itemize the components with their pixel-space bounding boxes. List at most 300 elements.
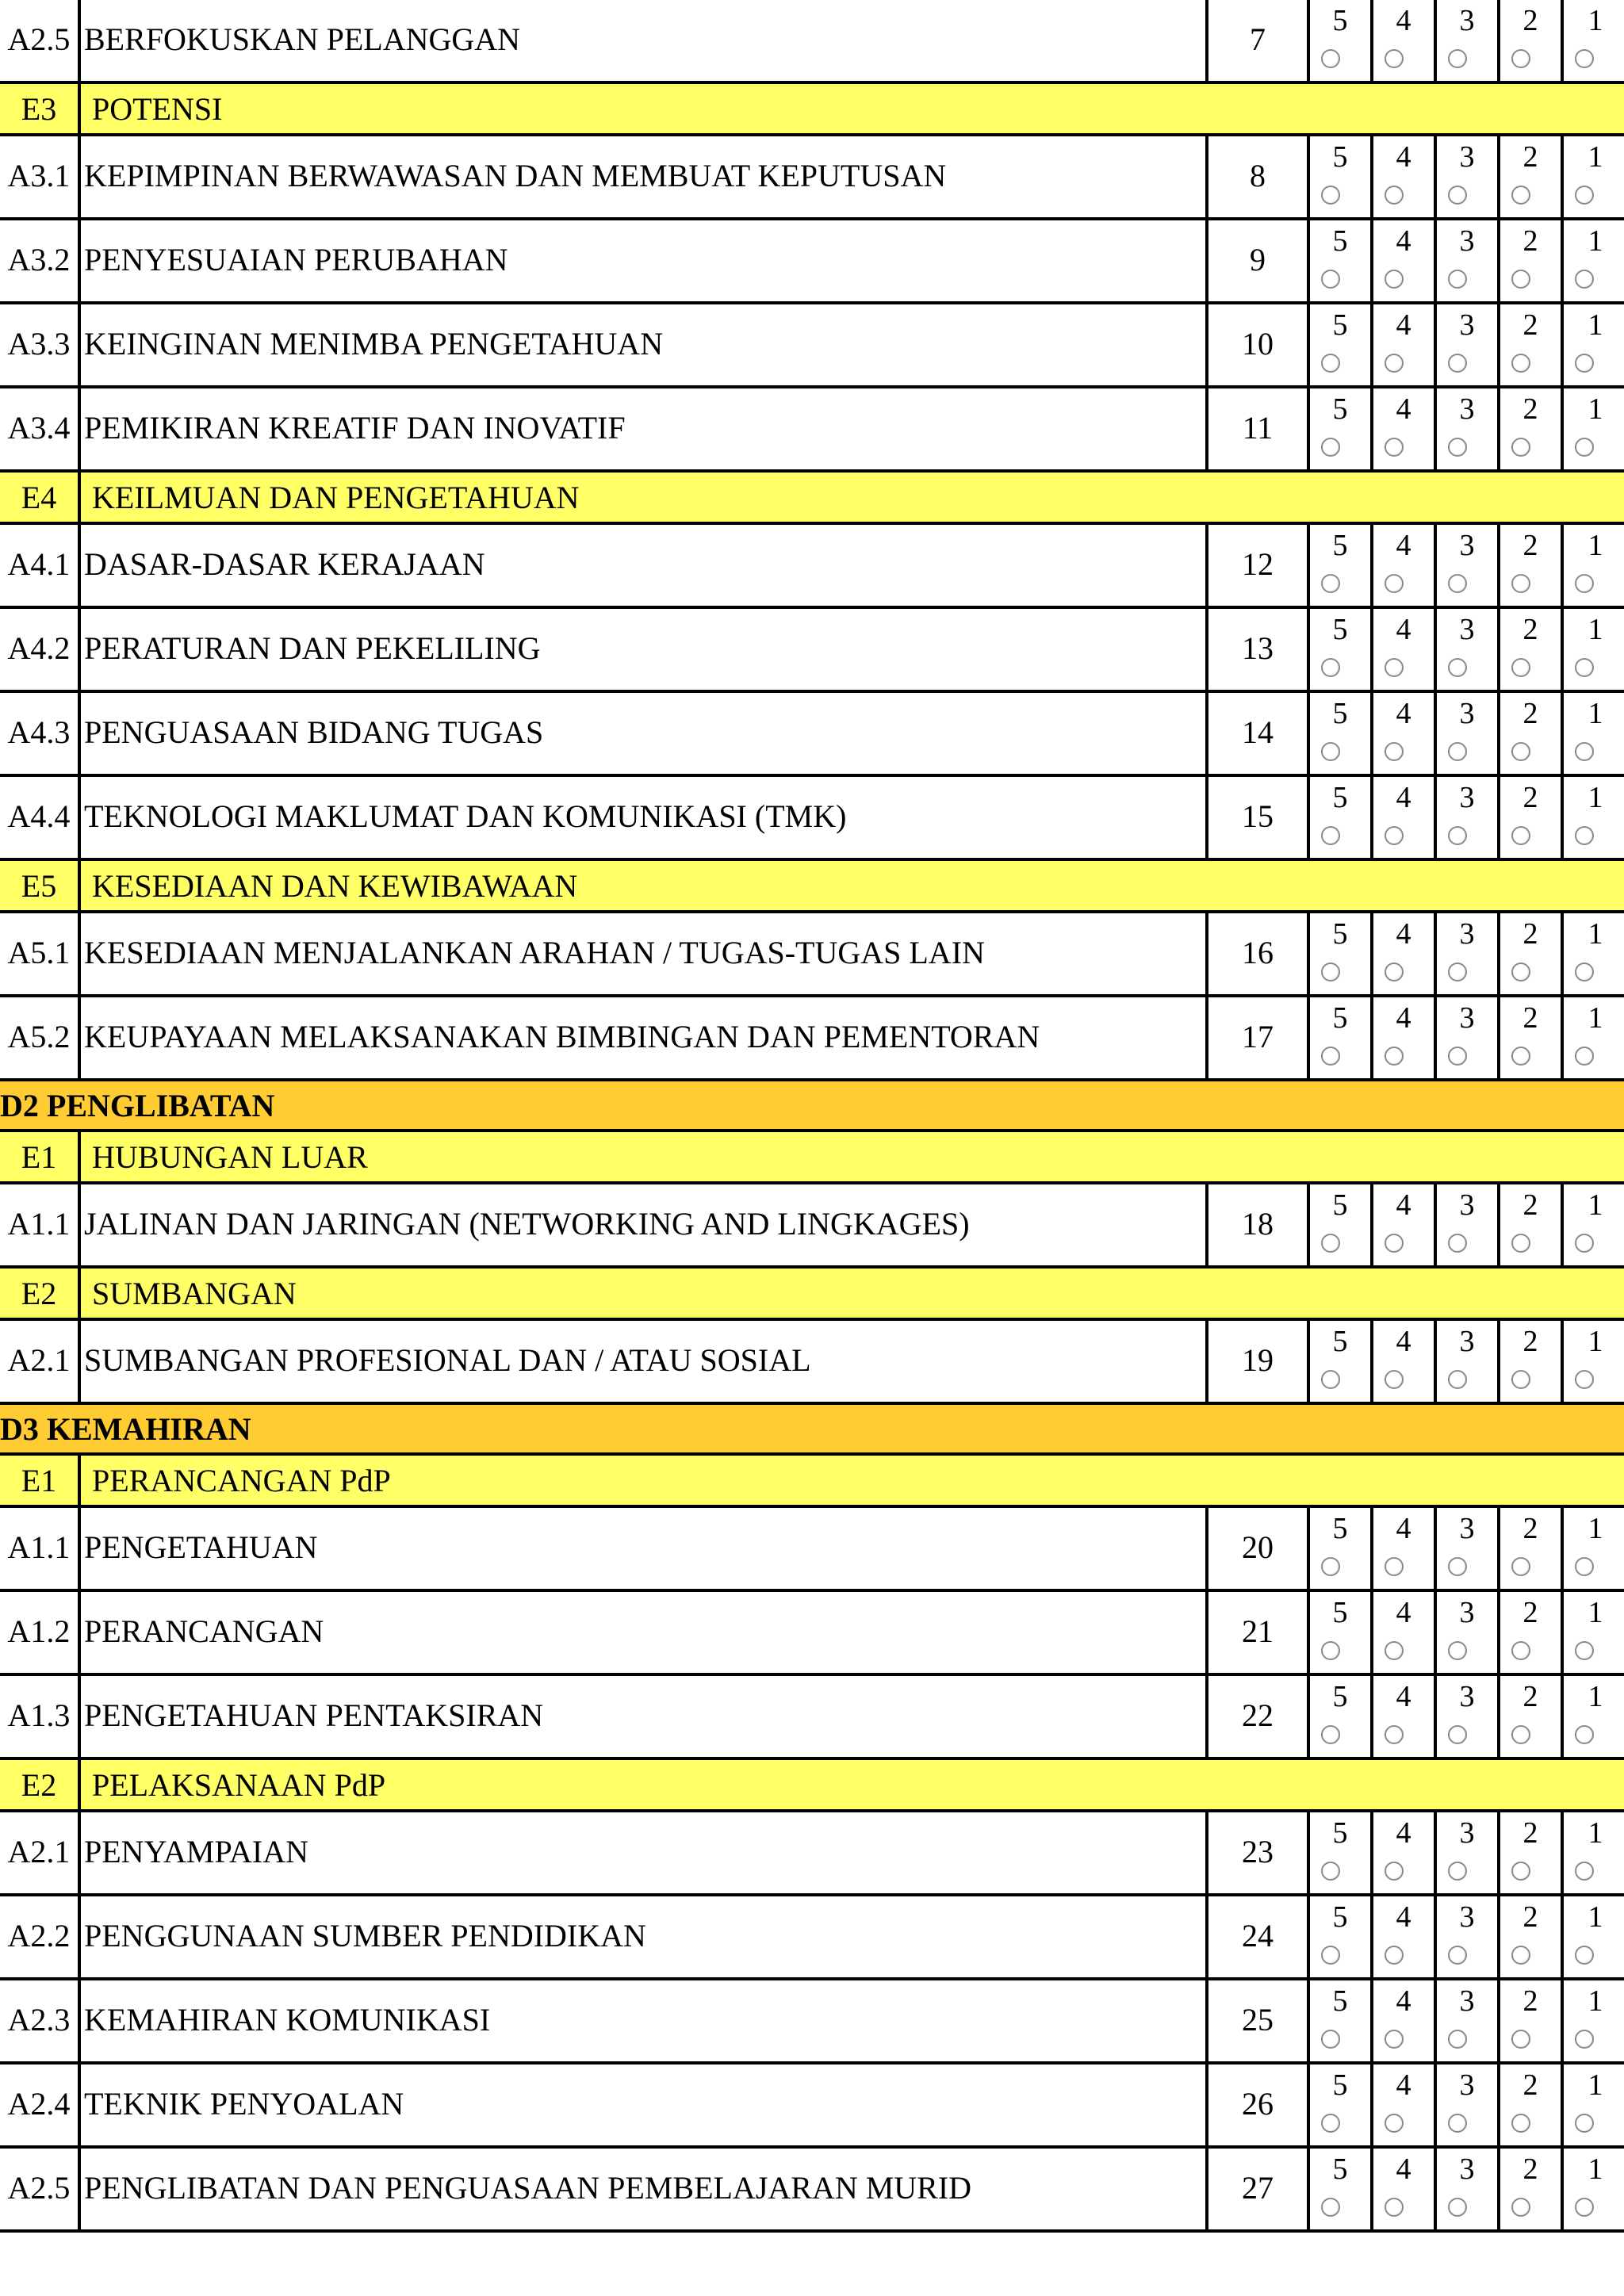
rating-value: 4 (1396, 1325, 1411, 1358)
rating-option (1500, 2149, 1564, 2229)
rating-radio[interactable] (1385, 2198, 1404, 2217)
rating-option (1564, 1896, 1624, 1977)
item-label: KEINGINAN MENIMBA PENGETAHUAN (81, 304, 1208, 385)
rating-option (1310, 2149, 1373, 2229)
rating-value: 4 (1396, 1512, 1411, 1545)
rating-value: 2 (1522, 224, 1538, 258)
rating-radio[interactable] (1385, 270, 1404, 289)
rating-radio[interactable] (1321, 742, 1340, 761)
item-number: 24 (1208, 1896, 1310, 1977)
item-code: A4.1 (0, 525, 81, 606)
rating-option (1564, 997, 1624, 1078)
rating-value: 5 (1332, 1325, 1348, 1358)
rating-radio[interactable] (1511, 49, 1530, 68)
rating-radio[interactable] (1385, 186, 1404, 205)
item-row (0, 1321, 1624, 1405)
rating-option (1500, 1508, 1564, 1589)
item-label: TEKNOLOGI MAKLUMAT DAN KOMUNIKASI (TMK) (81, 777, 1208, 858)
rating-radio[interactable] (1385, 1641, 1404, 1660)
rating-option (1310, 1812, 1373, 1893)
rating-radio[interactable] (1321, 438, 1340, 457)
rating-radio[interactable] (1385, 742, 1404, 761)
rating-option (1310, 1508, 1373, 1589)
rating-radio[interactable] (1385, 574, 1404, 593)
rating-radio[interactable] (1511, 826, 1530, 845)
rating-option (1437, 997, 1500, 1078)
rating-radio[interactable] (1448, 742, 1467, 761)
rating-radio[interactable] (1511, 1557, 1530, 1576)
rating-option (1564, 388, 1624, 469)
rating-radio[interactable] (1448, 2030, 1467, 2049)
item-number: 14 (1208, 693, 1310, 774)
rating-option (1564, 0, 1624, 81)
item-number: 22 (1208, 1676, 1310, 1757)
item-code: A2.1 (0, 1812, 81, 1893)
rating-option (1500, 1896, 1564, 1977)
rating-value: 5 (1332, 1001, 1348, 1035)
rating-radio[interactable] (1448, 1946, 1467, 1965)
rating-value: 4 (1396, 140, 1411, 174)
rating-option (1373, 913, 1437, 994)
rating-radio[interactable] (1385, 438, 1404, 457)
rating-value: 4 (1396, 1900, 1411, 1934)
rating-value: 4 (1396, 4, 1411, 37)
rating-radio[interactable] (1448, 1234, 1467, 1253)
rating-option (1373, 525, 1437, 606)
rating-option (1437, 1676, 1500, 1757)
rating-option (1500, 304, 1564, 385)
rating-option (1564, 1676, 1624, 1757)
rating-value: 4 (1396, 224, 1411, 258)
rating-radio[interactable] (1511, 1641, 1530, 1660)
rating-value: 5 (1332, 140, 1348, 174)
rating-option (1373, 1508, 1437, 1589)
rating-option (1437, 1980, 1500, 2061)
element-code: E3 (0, 84, 81, 133)
rating-value: 1 (1588, 1188, 1603, 1222)
rating-option (1310, 913, 1373, 994)
rating-radio[interactable] (1511, 2114, 1530, 2133)
rating-radio[interactable] (1448, 1862, 1467, 1881)
item-row (0, 525, 1624, 609)
rating-option (1437, 2149, 1500, 2229)
rating-value: 3 (1459, 1596, 1475, 1629)
rating-value: 2 (1522, 140, 1538, 174)
rating-radio[interactable] (1448, 1641, 1467, 1660)
rating-radio[interactable] (1511, 1946, 1530, 1965)
rating-radio[interactable] (1448, 1725, 1467, 1744)
rating-option (1564, 1592, 1624, 1673)
element-title: KEILMUAN DAN PENGETAHUAN (92, 480, 580, 515)
rating-radio[interactable] (1575, 1557, 1594, 1576)
item-code: A2.4 (0, 2064, 81, 2145)
rating-radio[interactable] (1385, 962, 1404, 982)
item-code: A2.5 (0, 2149, 81, 2229)
rating-radio[interactable] (1511, 1862, 1530, 1881)
rating-radio[interactable] (1511, 1725, 1530, 1744)
rating-value: 4 (1396, 1984, 1411, 2018)
item-label: SUMBANGAN PROFESIONAL DAN / ATAU SOSIAL (81, 1321, 1208, 1402)
item-code: A5.2 (0, 997, 81, 1078)
rating-radio[interactable] (1575, 2114, 1594, 2133)
item-label: JALINAN DAN JARINGAN (NETWORKING AND LINGKAGES) (81, 1184, 1208, 1265)
rating-option (1564, 2149, 1624, 2229)
rating-radio[interactable] (1511, 2030, 1530, 2049)
rating-option (1437, 1592, 1500, 1673)
rating-radio[interactable] (1575, 658, 1594, 677)
item-number: 15 (1208, 777, 1310, 858)
item-code: A2.1 (0, 1321, 81, 1402)
rating-value: 1 (1588, 613, 1603, 646)
rating-radio[interactable] (1321, 1557, 1340, 1576)
rating-radio[interactable] (1385, 1725, 1404, 1744)
element-code: E1 (0, 1132, 81, 1181)
rating-value: 3 (1459, 224, 1475, 258)
item-number: 21 (1208, 1592, 1310, 1673)
section-domain-row (0, 1405, 1624, 1456)
rating-value: 2 (1522, 781, 1538, 814)
rating-radio[interactable] (1385, 1234, 1404, 1253)
rating-value: 2 (1522, 529, 1538, 562)
item-row (0, 777, 1624, 861)
rating-value: 1 (1588, 140, 1603, 174)
rating-radio[interactable] (1575, 1234, 1594, 1253)
rating-value: 1 (1588, 224, 1603, 258)
rating-value: 4 (1396, 1001, 1411, 1035)
rating-value: 4 (1396, 2152, 1411, 2186)
rating-radio[interactable] (1385, 658, 1404, 677)
rating-option (1373, 220, 1437, 301)
rating-value: 2 (1522, 2152, 1538, 2186)
item-row (0, 1980, 1624, 2064)
item-code: A4.3 (0, 693, 81, 774)
rating-radio[interactable] (1321, 658, 1340, 677)
rating-value: 4 (1396, 613, 1411, 646)
rating-value: 2 (1522, 1512, 1538, 1545)
rating-option (1564, 913, 1624, 994)
rating-radio[interactable] (1511, 962, 1530, 982)
item-row (0, 693, 1624, 777)
rating-option (1437, 1812, 1500, 1893)
rating-value: 4 (1396, 1816, 1411, 1850)
rating-option (1500, 525, 1564, 606)
item-number: 11 (1208, 388, 1310, 469)
rating-option (1437, 0, 1500, 81)
rating-option (1373, 136, 1437, 217)
item-code: A3.4 (0, 388, 81, 469)
rating-radio[interactable] (1448, 1370, 1467, 1389)
item-code: A1.1 (0, 1508, 81, 1589)
rating-value: 4 (1396, 1680, 1411, 1713)
item-label: BERFOKUSKAN PELANGGAN (81, 0, 1208, 81)
item-label: PENYAMPAIAN (81, 1812, 1208, 1893)
rating-value: 4 (1396, 697, 1411, 730)
rating-option (1564, 525, 1624, 606)
rating-radio[interactable] (1448, 1047, 1467, 1066)
rating-value: 2 (1522, 1984, 1538, 2018)
section-element-row (0, 1269, 1624, 1321)
rating-value: 3 (1459, 1188, 1475, 1222)
rating-value: 1 (1588, 1001, 1603, 1035)
rating-radio[interactable] (1385, 1557, 1404, 1576)
rating-radio[interactable] (1575, 1946, 1594, 1965)
element-title: PELAKSANAAN PdP (92, 1767, 386, 1803)
rating-radio[interactable] (1448, 962, 1467, 982)
section-element-row (0, 473, 1624, 525)
rating-option (1564, 1508, 1624, 1589)
rating-option (1500, 1812, 1564, 1893)
rating-value: 4 (1396, 781, 1411, 814)
rating-radio[interactable] (1448, 354, 1467, 373)
rating-radio[interactable] (1321, 1862, 1340, 1881)
rating-radio[interactable] (1448, 2198, 1467, 2217)
rating-option (1500, 609, 1564, 690)
rating-value: 5 (1332, 529, 1348, 562)
rating-option (1500, 777, 1564, 858)
rating-radio[interactable] (1321, 2030, 1340, 2049)
rating-radio[interactable] (1448, 826, 1467, 845)
rating-radio[interactable] (1575, 2198, 1594, 2217)
rating-value: 5 (1332, 613, 1348, 646)
rating-radio[interactable] (1385, 1370, 1404, 1389)
rating-value: 5 (1332, 392, 1348, 426)
rating-option (1564, 1980, 1624, 2061)
rating-radio[interactable] (1448, 1557, 1467, 1576)
rating-radio[interactable] (1385, 354, 1404, 373)
rating-value: 3 (1459, 2068, 1475, 2102)
rating-radio[interactable] (1448, 574, 1467, 593)
rating-value: 4 (1396, 529, 1411, 562)
rating-radio[interactable] (1448, 270, 1467, 289)
item-code: A2.3 (0, 1980, 81, 2061)
rating-option (1310, 1321, 1373, 1402)
rating-value: 5 (1332, 1596, 1348, 1629)
rating-radio[interactable] (1385, 1862, 1404, 1881)
rating-value: 1 (1588, 529, 1603, 562)
item-row (0, 388, 1624, 473)
rating-radio[interactable] (1511, 354, 1530, 373)
rating-radio[interactable] (1575, 826, 1594, 845)
item-row (0, 136, 1624, 220)
rating-option (1564, 1321, 1624, 1402)
item-code: A1.3 (0, 1676, 81, 1757)
rating-radio[interactable] (1511, 1047, 1530, 1066)
rating-radio[interactable] (1575, 438, 1594, 457)
rating-radio[interactable] (1321, 962, 1340, 982)
rating-radio[interactable] (1321, 826, 1340, 845)
rating-radio[interactable] (1321, 49, 1340, 68)
rating-radio[interactable] (1321, 270, 1340, 289)
item-code: A3.2 (0, 220, 81, 301)
rating-radio[interactable] (1448, 658, 1467, 677)
rating-value: 5 (1332, 917, 1348, 951)
rating-radio[interactable] (1385, 1047, 1404, 1066)
element-title: PERANCANGAN PdP (92, 1463, 391, 1498)
rating-radio[interactable] (1321, 1234, 1340, 1253)
rating-option (1437, 777, 1500, 858)
rating-value: 3 (1459, 392, 1475, 426)
rating-radio[interactable] (1575, 2030, 1594, 2049)
rating-radio[interactable] (1385, 2114, 1404, 2133)
rating-value: 2 (1522, 1188, 1538, 1222)
rating-option (1437, 304, 1500, 385)
rating-value: 2 (1522, 392, 1538, 426)
rating-value: 2 (1522, 308, 1538, 342)
rating-radio[interactable] (1575, 49, 1594, 68)
rating-radio[interactable] (1511, 742, 1530, 761)
rating-value: 3 (1459, 781, 1475, 814)
item-number: 18 (1208, 1184, 1310, 1265)
rating-radio[interactable] (1511, 270, 1530, 289)
rating-option (1373, 304, 1437, 385)
rating-radio[interactable] (1575, 354, 1594, 373)
rating-radio[interactable] (1321, 2198, 1340, 2217)
rating-option (1437, 609, 1500, 690)
rating-option (1373, 2149, 1437, 2229)
rating-value: 2 (1522, 1816, 1538, 1850)
item-row (0, 997, 1624, 1081)
section-element-row (0, 861, 1624, 913)
item-label: KEMAHIRAN KOMUNIKASI (81, 1980, 1208, 2061)
rating-option (1500, 136, 1564, 217)
rating-value: 2 (1522, 2068, 1538, 2102)
rating-radio[interactable] (1511, 658, 1530, 677)
rating-option (1373, 0, 1437, 81)
rating-radio[interactable] (1385, 2030, 1404, 2049)
rating-option (1373, 388, 1437, 469)
item-row (0, 2064, 1624, 2149)
rating-radio[interactable] (1575, 962, 1594, 982)
rating-option (1564, 777, 1624, 858)
rating-value: 4 (1396, 1596, 1411, 1629)
element-title: KESEDIAAN DAN KEWIBAWAAN (92, 868, 578, 904)
rating-radio[interactable] (1448, 49, 1467, 68)
rating-value: 3 (1459, 2152, 1475, 2186)
rating-option (1500, 1184, 1564, 1265)
rating-option (1500, 693, 1564, 774)
rating-value: 3 (1459, 1001, 1475, 1035)
rating-radio[interactable] (1575, 1641, 1594, 1660)
rating-value: 3 (1459, 308, 1475, 342)
item-code: A3.3 (0, 304, 81, 385)
item-label: PENGLIBATAN DAN PENGUASAAN PEMBELAJARAN MURID (81, 2149, 1208, 2229)
rating-value: 5 (1332, 308, 1348, 342)
rating-radio[interactable] (1511, 2198, 1530, 2217)
item-number: 10 (1208, 304, 1310, 385)
rating-radio[interactable] (1575, 574, 1594, 593)
rating-radio[interactable] (1575, 186, 1594, 205)
rating-option (1437, 1508, 1500, 1589)
rating-radio[interactable] (1321, 574, 1340, 593)
rating-value: 5 (1332, 781, 1348, 814)
rating-radio[interactable] (1321, 1047, 1340, 1066)
rating-value: 2 (1522, 917, 1538, 951)
rating-option (1564, 1812, 1624, 1893)
rating-value: 2 (1522, 4, 1538, 37)
rating-value: 1 (1588, 917, 1603, 951)
rating-option (1500, 2064, 1564, 2145)
rating-radio[interactable] (1511, 1370, 1530, 1389)
rating-value: 2 (1522, 1001, 1538, 1035)
item-label: PENGETAHUAN PENTAKSIRAN (81, 1676, 1208, 1757)
item-code: A4.2 (0, 609, 81, 690)
rating-option (1564, 220, 1624, 301)
rating-value: 4 (1396, 1188, 1411, 1222)
element-code: E1 (0, 1456, 81, 1505)
rating-option (1500, 220, 1564, 301)
rating-radio[interactable] (1321, 1641, 1340, 1660)
rating-radio[interactable] (1511, 574, 1530, 593)
rating-radio[interactable] (1575, 1047, 1594, 1066)
rating-radio[interactable] (1575, 742, 1594, 761)
rating-radio[interactable] (1511, 438, 1530, 457)
rating-radio[interactable] (1385, 826, 1404, 845)
rating-option (1310, 997, 1373, 1078)
item-number: 9 (1208, 220, 1310, 301)
rating-value: 1 (1588, 392, 1603, 426)
rating-radio[interactable] (1321, 1725, 1340, 1744)
rating-value: 5 (1332, 1900, 1348, 1934)
rating-value: 1 (1588, 1900, 1603, 1934)
rating-option (1310, 136, 1373, 217)
rating-option (1310, 693, 1373, 774)
rating-option (1437, 2064, 1500, 2145)
domain-title: D3 KEMAHIRAN (0, 1411, 251, 1447)
item-number: 20 (1208, 1508, 1310, 1589)
rating-radio[interactable] (1575, 1862, 1594, 1881)
rating-radio[interactable] (1448, 2114, 1467, 2133)
rating-value: 3 (1459, 529, 1475, 562)
rating-value: 1 (1588, 1512, 1603, 1545)
rating-radio[interactable] (1575, 270, 1594, 289)
item-row (0, 1676, 1624, 1760)
rating-option (1500, 388, 1564, 469)
rating-value: 1 (1588, 1325, 1603, 1358)
rating-value: 3 (1459, 917, 1475, 951)
rating-value: 1 (1588, 1596, 1603, 1629)
item-number: 12 (1208, 525, 1310, 606)
rating-radio[interactable] (1448, 438, 1467, 457)
rating-radio[interactable] (1385, 1946, 1404, 1965)
rating-option (1310, 220, 1373, 301)
rating-option (1310, 525, 1373, 606)
rating-radio[interactable] (1511, 1234, 1530, 1253)
rating-option (1310, 0, 1373, 81)
rating-option (1500, 997, 1564, 1078)
element-title: SUMBANGAN (92, 1276, 297, 1311)
rating-radio[interactable] (1575, 1370, 1594, 1389)
item-label: PENGUASAAN BIDANG TUGAS (81, 693, 1208, 774)
rating-radio[interactable] (1321, 354, 1340, 373)
rating-radio[interactable] (1448, 186, 1467, 205)
rating-radio[interactable] (1511, 186, 1530, 205)
item-number: 19 (1208, 1321, 1310, 1402)
rating-option (1500, 1592, 1564, 1673)
item-row (0, 609, 1624, 693)
rating-value: 1 (1588, 2068, 1603, 2102)
rating-option (1437, 913, 1500, 994)
rating-radio[interactable] (1321, 1370, 1340, 1389)
rating-radio[interactable] (1321, 186, 1340, 205)
rating-option (1500, 1676, 1564, 1757)
rating-value: 5 (1332, 1984, 1348, 2018)
rating-radio[interactable] (1575, 1725, 1594, 1744)
rating-radio[interactable] (1385, 49, 1404, 68)
rating-option (1437, 693, 1500, 774)
rating-radio[interactable] (1321, 1946, 1340, 1965)
rating-radio[interactable] (1321, 2114, 1340, 2133)
element-code: E2 (0, 1269, 81, 1318)
